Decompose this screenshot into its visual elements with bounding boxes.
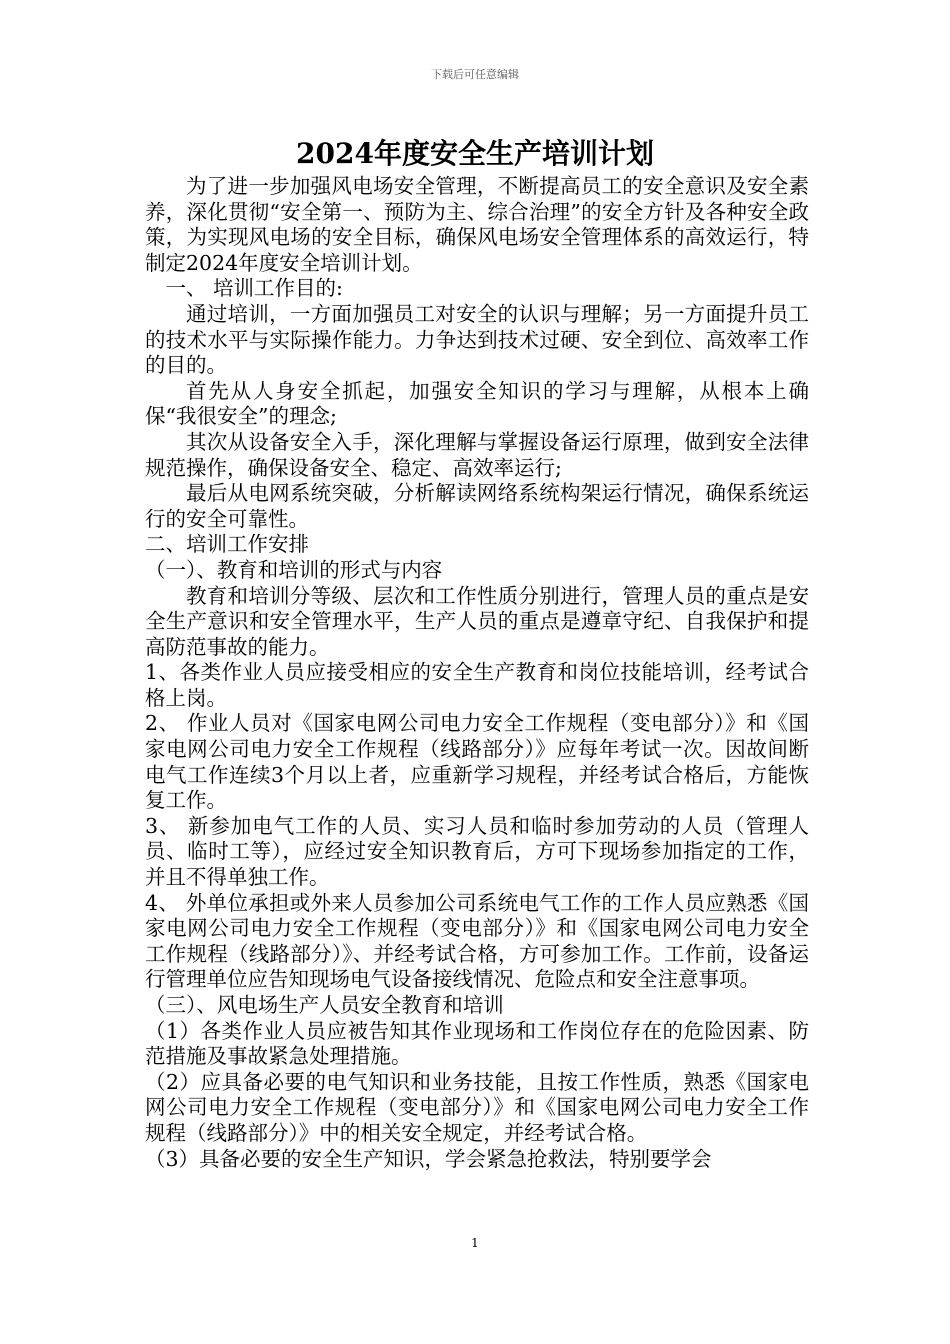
list-item: （3）具备必要的安全生产知识，学会紧急抢救法，特别要学会 [145,1146,712,1171]
subsection-heading: （三）、风电场生产人员安全教育和培训 [145,993,504,1017]
body-paragraph: 教育和培训分等级、层次和工作性质分别进行，管理人员的重点是安全生产意识和安全管理水平，生产人员的重点是遵章守纪、自我保护和提高防范事故的能力。 [145,583,809,659]
page-title: 2024年度安全生产培训计划 [296,137,654,170]
list-item: 2、 作业人员对《国家电网公司电力安全工作规程（变电部分）》和《国家电网公司电力安全工作规程（线路部分）》应每年考试一次。因故间断电气工作连续3个月以上者，应重新学习规程，并经考试合格后，方能恢复工作。 [145,711,809,813]
list-item: 1、各类作业人员应接受相应的安全生产教育和岗位技能培训，经考试合格上岗。 [145,660,809,710]
list-item: 4、 外单位承担或外来人员参加公司系统电气工作的工作人员应熟悉《国家电网公司电力安全工作规程（变电部分）》和《国家电网公司电力安全工作规程（线路部分）》、并经考试合格，方可参加工作。工作前，设备运行管理单位应告知现场电气设备接线情况、危险点和安全注意事项。 [145,890,809,992]
body-paragraph: 首先从人身安全抓起，加强安全知识的学习与理解，从根本上确保“我很安全”的理念; [145,378,809,429]
body-paragraph: 通过培训，一方面加强员工对安全的认识与理解；另一方面提升员工的技术水平与实际操作能力。力争达到技术过硬、安全到位、高效率工作的目的。 [145,301,809,378]
list-item: （2）应具备必要的电气知识和业务技能，且按工作性质，熟悉《国家电网公司电力安全工作规程（变电部分）》和《国家电网公司电力安全工作规程（线路部分）》中的相关安全规定，并经考试合格。 [145,1069,809,1145]
header-note: 下载后可任意编辑 [431,68,519,81]
page-number: 1 [471,1236,479,1250]
document-body [145,174,809,1172]
subsection-heading: （一）、教育和培训的形式与内容 [145,557,443,582]
section-heading-1: 一、 培训工作目的: [165,276,343,301]
intro-paragraph: 为了进一步加强风电场安全管理，不断提高员工的安全意识及安全素养，深化贯彻“安全第一、预防为主、综合治理”的安全方针及各种安全政策，为实现风电场的安全目标，确保风电场安全管理体系的高效运行，特制定2024年度安全培训计划。 [145,174,809,275]
list-item: （1）各类作业人员应被告知其作业现场和工作岗位存在的危险因素、防范措施及事故紧急处理措施。 [145,1018,809,1069]
section-heading-2: 二、培训工作安排 [145,532,309,557]
body-paragraph: 其次从设备安全入手，深化理解与掌握设备运行原理，做到安全法律规范操作，确保设备安全、稳定、高效率运行; [145,429,809,480]
body-paragraph: 最后从电网系统突破，分析解读网络系统构架运行情况，确保系统运行的安全可靠性。 [145,481,809,531]
list-item: 3、 新参加电气工作的人员、实习人员和临时参加劳动的人员（管理人员、临时工等），应经过安全知识教育后，方可下现场参加指定的工作，并且不得单独工作。 [145,813,809,890]
